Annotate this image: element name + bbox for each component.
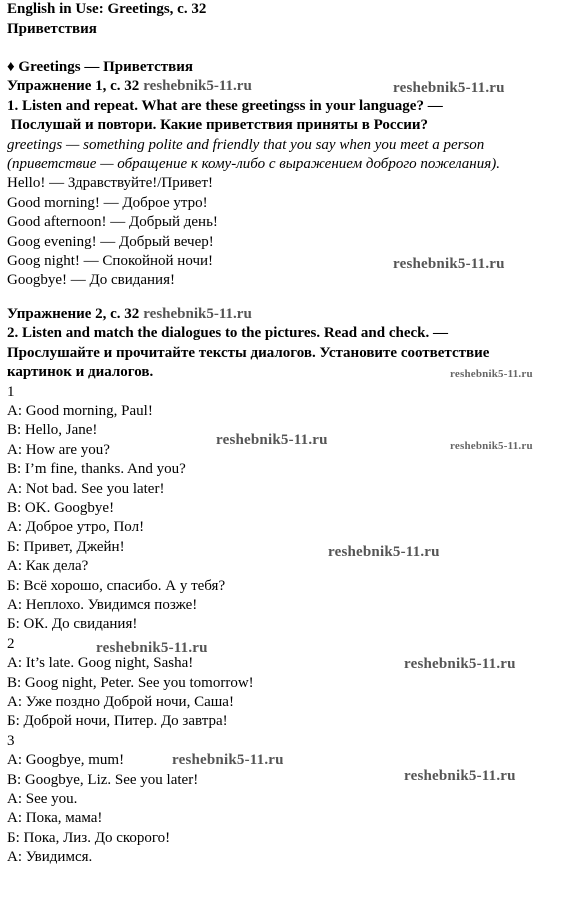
exercise-2-task-ru-2: картинок и диалогов. xyxy=(7,364,154,381)
watermark: reshebnik5-11.ru xyxy=(216,432,328,448)
definition-line-1: greetings — something polite and friendly that you say when you meet a person xyxy=(7,136,485,153)
dialogue-line: А: Пока, мама! xyxy=(7,810,103,827)
greeting-line: Googbye! — До свидания! xyxy=(7,272,175,289)
definition-line-2: (приветствие — обращение к кому-либо с выражением доброго пожелания). xyxy=(7,156,500,173)
exercise-2-label: Упражнение 2, с. 32 xyxy=(7,305,140,322)
dialogue-line: A: How are you? xyxy=(7,441,110,458)
watermark: reshebnik5-11.ru xyxy=(393,80,505,96)
exercise-2-task-ru-1: Прослушайте и прочитайте тексты диалогов. Установите соответствие xyxy=(7,344,490,361)
watermark: reshebnik5-11.ru xyxy=(328,544,440,560)
greeting-line: Goog night! — Спокойной ночи! xyxy=(7,253,214,270)
page-subtitle: Приветствия xyxy=(7,20,97,37)
dialogue-line: Б: Доброй ночи, Питер. До завтра! xyxy=(7,713,228,730)
watermark: reshebnik5-11.ru xyxy=(404,656,516,672)
dialogue-line: A: It’s late. Goog night, Sasha! xyxy=(7,655,194,672)
exercise-1-label: Упражнение 1, с. 32 xyxy=(7,78,140,95)
dialogue-line: А: Неплохо. Увидимся позже! xyxy=(7,596,198,613)
greeting-line: Good afternoon! — Добрый день! xyxy=(7,214,218,231)
dialogue-line: A: Googbye, mum! xyxy=(7,752,125,769)
exercise-2-task-en: 2. Listen and match the dialogues to the pictures. Read and check. — xyxy=(7,325,448,342)
section-heading: ♦ Greetings — Приветствия xyxy=(7,59,193,75)
dialogue-line: A: Not bad. See you later! xyxy=(7,480,165,497)
dialogue-line: Б: Всё хорошо, спасибо. А у тебя? xyxy=(7,577,226,594)
dialogue-line: Б: Привет, Джейн! xyxy=(7,538,125,555)
exercise-1-task-ru: Послушай и повтори. Какие приветствия приняты в России? xyxy=(7,117,428,134)
dialogue-1-number: 1 xyxy=(7,383,15,400)
watermark: reshebnik5-11.ru xyxy=(450,368,533,380)
dialogue-line: Б: Пока, Лиз. До скорого! xyxy=(7,829,171,846)
dialogue-line: B: OK. Googbye! xyxy=(7,499,115,516)
spacer xyxy=(7,39,572,58)
dialogue-2-number: 2 xyxy=(7,635,15,652)
page-title: English in Use: Greetings, с. 32 xyxy=(7,1,207,17)
dialogue-line: B: Googbye, Liz. See you later! xyxy=(7,771,199,788)
watermark: reshebnik5-11.ru xyxy=(450,440,533,452)
dialogue-line: А: Уже поздно Доброй ночи, Саша! xyxy=(7,694,234,710)
dialogue-3-number: 3 xyxy=(7,732,15,749)
dialogue-line: А: Как дела? xyxy=(7,558,89,575)
spacer xyxy=(7,291,572,305)
dialogue-line: B: Hello, Jane! xyxy=(7,422,98,439)
watermark-inline: reshebnik5-11.ru xyxy=(143,305,252,322)
greeting-line: Good morning! — Доброе утро! xyxy=(7,194,208,211)
dialogue-line: А: Доброе утро, Пол! xyxy=(7,519,145,536)
dialogue-line: A: Good morning, Paul! xyxy=(7,402,153,419)
watermark: reshebnik5-11.ru xyxy=(404,768,516,784)
dialogue-line: B: I’m fine, thanks. And you? xyxy=(7,461,186,478)
dialogue-line: B: Goog night, Peter. See you tomorrow! xyxy=(7,674,254,691)
watermark-inline: reshebnik5-11.ru xyxy=(143,78,252,95)
watermark: reshebnik5-11.ru xyxy=(393,256,505,272)
greeting-line: Goog evening! — Добрый вечер! xyxy=(7,233,214,250)
dialogue-line: А: Увидимся. xyxy=(7,849,93,866)
exercise-1-task-en: 1. Listen and repeat. What are these greetingss in your language? — xyxy=(7,97,443,114)
dialogue-line: Б: ОК. До свидания! xyxy=(7,616,138,633)
watermark: reshebnik5-11.ru xyxy=(96,640,208,656)
watermark: reshebnik5-11.ru xyxy=(172,752,284,768)
dialogue-line: A: See you. xyxy=(7,791,78,808)
exercise-2-label-line xyxy=(7,305,572,324)
greeting-line: Hello! — Здравствуйте!/Привет! xyxy=(7,175,213,192)
